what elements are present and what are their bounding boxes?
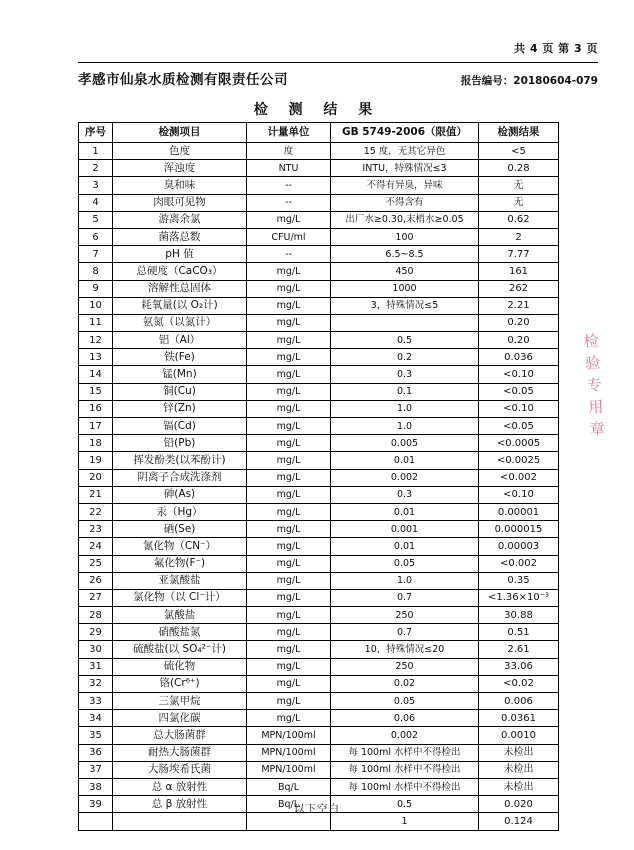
cell-test-item: 氰化物（CN⁻） xyxy=(113,538,247,555)
cell-unit: mg/L xyxy=(247,521,331,538)
cell-serial-number: 20 xyxy=(79,469,113,486)
table-row xyxy=(79,761,559,778)
cell-standard-limit: 0.7 xyxy=(331,589,479,606)
cell-unit: mg/L xyxy=(247,400,331,417)
cell-test-result: 0.62 xyxy=(479,211,559,228)
cell-test-item: 总大肠菌群 xyxy=(113,727,247,744)
cell-test-item: 肉眼可见物 xyxy=(113,194,247,211)
cell-test-item: 浑浊度 xyxy=(113,160,247,177)
cell-unit: mg/L xyxy=(247,435,331,452)
cell-test-result: <0.002 xyxy=(479,555,559,572)
results-table xyxy=(78,122,559,831)
table-row xyxy=(79,710,559,727)
cell-unit: mg/L xyxy=(247,641,331,658)
cell-test-result: 0.00003 xyxy=(479,538,559,555)
cell-test-result: 无 xyxy=(479,194,559,211)
cell-test-item: 铜(Cu) xyxy=(113,383,247,400)
official-seal-stamp: 检 验 专 用 章 xyxy=(583,331,608,439)
cell-test-item: 铝（Al） xyxy=(113,332,247,349)
cell-standard-limit: 每 100ml 水样中不得检出 xyxy=(331,744,479,761)
table-row xyxy=(79,280,559,297)
cell-standard-limit: 15 度，无其它异色 xyxy=(331,143,479,160)
cell-unit: mg/L xyxy=(247,555,331,572)
cell-test-result: 0.0010 xyxy=(479,727,559,744)
cell-standard-limit: 0.01 xyxy=(331,538,479,555)
cell-unit: -- xyxy=(247,246,331,263)
table-row xyxy=(79,297,559,314)
cell-serial-number: 5 xyxy=(79,211,113,228)
cell-unit: CFU/ml xyxy=(247,228,331,245)
cell-test-item: 氟化物(F⁻) xyxy=(113,555,247,572)
cell-serial-number: 2 xyxy=(79,160,113,177)
cell-test-result: 无 xyxy=(479,177,559,194)
cell-unit: mg/L xyxy=(247,452,331,469)
cell-unit: mg/L xyxy=(247,710,331,727)
cell-standard-limit: 0.002 xyxy=(331,469,479,486)
cell-standard-limit: 0.5 xyxy=(331,796,479,813)
cell-unit: mg/L xyxy=(247,675,331,692)
cell-unit: mg/L xyxy=(247,383,331,400)
table-row xyxy=(79,228,559,245)
cell-unit: mg/L xyxy=(247,572,331,589)
cell-test-item: 色度 xyxy=(113,143,247,160)
cell-standard-limit: 1.0 xyxy=(331,418,479,435)
cell-test-item: 挥发酚类(以苯酚计) xyxy=(113,452,247,469)
cell-unit: MPN/100ml xyxy=(247,727,331,744)
cell-test-result: <0.05 xyxy=(479,418,559,435)
cell-serial-number: 27 xyxy=(79,589,113,606)
cell-serial-number: 24 xyxy=(79,538,113,555)
cell-serial-number: 15 xyxy=(79,383,113,400)
cell-standard-limit: 0.05 xyxy=(331,555,479,572)
cell-serial-number: 9 xyxy=(79,280,113,297)
table-head xyxy=(79,123,559,143)
cell-test-item: 硒(Se) xyxy=(113,521,247,538)
cell-standard-limit: 0.3 xyxy=(331,486,479,503)
cell-standard-limit: 450 xyxy=(331,263,479,280)
cell-test-item: 铬(Cr⁶⁺) xyxy=(113,675,247,692)
cell-test-result: 0.28 xyxy=(479,160,559,177)
table-row xyxy=(79,332,559,349)
cell-standard-limit: 1000 xyxy=(331,280,479,297)
cell-test-result: 33.06 xyxy=(479,658,559,675)
cell-test-item: 铁(Fe) xyxy=(113,349,247,366)
cell-standard-limit: INTU，特殊情况≤3 xyxy=(331,160,479,177)
column-header-item: 检测项目 xyxy=(113,123,247,143)
table-row xyxy=(79,469,559,486)
cell-serial-number: 4 xyxy=(79,194,113,211)
cell-serial-number: 33 xyxy=(79,693,113,710)
cell-test-result: 0.0361 xyxy=(479,710,559,727)
column-header-unit: 计量单位 xyxy=(247,123,331,143)
cell-unit: mg/L xyxy=(247,624,331,641)
cell-standard-limit: 10，特殊情况≤20 xyxy=(331,641,479,658)
cell-test-result: 0.020 xyxy=(479,796,559,813)
cell-unit: mg/L xyxy=(247,607,331,624)
report-number: 报告编号：20180604-079 xyxy=(460,75,598,87)
cell-serial-number: 37 xyxy=(79,761,113,778)
cell-serial-number: 19 xyxy=(79,452,113,469)
cell-unit: mg/L xyxy=(247,297,331,314)
cell-unit: mg/L xyxy=(247,314,331,331)
table-row xyxy=(79,177,559,194)
page-title: 检 测 结 果 xyxy=(253,102,381,118)
cell-test-result: 0.000015 xyxy=(479,521,559,538)
table-header-row xyxy=(79,123,559,143)
column-header-no: 序号 xyxy=(79,123,113,143)
cell-test-item: 锰(Mn) xyxy=(113,366,247,383)
cell-serial-number: 38 xyxy=(79,778,113,795)
cell-serial-number: 31 xyxy=(79,658,113,675)
cell-standard-limit xyxy=(331,314,479,331)
cell-unit: mg/L xyxy=(247,693,331,710)
cell-standard-limit: 1.0 xyxy=(331,400,479,417)
company-name: 孝感市仙泉水质检测有限责任公司 xyxy=(78,72,288,88)
cell-test-result: 0.006 xyxy=(479,693,559,710)
cell-unit: -- xyxy=(247,194,331,211)
cell-serial-number: 32 xyxy=(79,675,113,692)
cell-test-result: 0.51 xyxy=(479,624,559,641)
cell-test-result: <0.0005 xyxy=(479,435,559,452)
cell-test-result: 2.21 xyxy=(479,297,559,314)
cell-test-result: 未检出 xyxy=(479,761,559,778)
cell-standard-limit: 出厂水≥0.30,末梢水≥0.05 xyxy=(331,211,479,228)
cell-serial-number: 18 xyxy=(79,435,113,452)
table-row xyxy=(79,641,559,658)
cell-test-result: <0.05 xyxy=(479,383,559,400)
cell-test-item: 镉(Cd) xyxy=(113,418,247,435)
table-row xyxy=(79,744,559,761)
cell-test-item: 臭和味 xyxy=(113,177,247,194)
cell-unit: mg/L xyxy=(247,486,331,503)
cell-test-item: 大肠埃希氏菌 xyxy=(113,761,247,778)
table-row xyxy=(79,778,559,795)
cell-standard-limit: 0.5 xyxy=(331,332,479,349)
table-row xyxy=(79,263,559,280)
table-row xyxy=(79,194,559,211)
cell-test-result: 0.20 xyxy=(479,314,559,331)
cell-test-result: <0.002 xyxy=(479,469,559,486)
cell-standard-limit: 0.002 xyxy=(331,727,479,744)
table-row xyxy=(79,246,559,263)
cell-test-result: <1.36×10⁻³ xyxy=(479,589,559,606)
cell-serial-number: 8 xyxy=(79,263,113,280)
cell-unit: 度 xyxy=(247,143,331,160)
cell-serial-number: 12 xyxy=(79,332,113,349)
cell-standard-limit: 不得有异臭，异味 xyxy=(331,177,479,194)
cell-test-result: <0.10 xyxy=(479,400,559,417)
cell-serial-number: 7 xyxy=(79,246,113,263)
table-row xyxy=(79,572,559,589)
cell-test-result: 0.35 xyxy=(479,572,559,589)
cell-test-item: 游离余氯 xyxy=(113,211,247,228)
cell-unit: mg/L xyxy=(247,469,331,486)
table-row xyxy=(79,400,559,417)
cell-serial-number: 25 xyxy=(79,555,113,572)
cell-test-item: 硝酸盐氮 xyxy=(113,624,247,641)
table-body xyxy=(79,143,559,831)
cell-unit: mg/L xyxy=(247,503,331,520)
cell-standard-limit: 100 xyxy=(331,228,479,245)
cell-serial-number: 10 xyxy=(79,297,113,314)
table-row xyxy=(79,486,559,503)
cell-unit: mg/L xyxy=(247,332,331,349)
cell-unit: mg/L xyxy=(247,263,331,280)
table-row xyxy=(79,418,559,435)
cell-unit: MPN/100ml xyxy=(247,744,331,761)
cell-unit: mg/L xyxy=(247,349,331,366)
cell-standard-limit: 0.3 xyxy=(331,366,479,383)
page-number: 共 4 页 第 3 页 xyxy=(514,42,598,55)
cell-test-result: 262 xyxy=(479,280,559,297)
table-row xyxy=(79,624,559,641)
cell-test-result: 未检出 xyxy=(479,744,559,761)
table-row xyxy=(79,383,559,400)
cell-unit: mg/L xyxy=(247,658,331,675)
cell-standard-limit: 不得含有 xyxy=(331,194,479,211)
cell-serial-number: 3 xyxy=(79,177,113,194)
cell-test-result: <0.10 xyxy=(479,366,559,383)
cell-test-item: 总硬度（CaCO₃） xyxy=(113,263,247,280)
cell-serial-number: 14 xyxy=(79,366,113,383)
cell-standard-limit: 0.05 xyxy=(331,693,479,710)
cell-test-item: 耗氧量(以 O₂计) xyxy=(113,297,247,314)
table-row xyxy=(79,435,559,452)
cell-serial-number: 6 xyxy=(79,228,113,245)
table-row xyxy=(79,675,559,692)
cell-standard-limit: 250 xyxy=(331,658,479,675)
cell-unit: Bq/L xyxy=(247,778,331,795)
cell-serial-number: 39 xyxy=(79,796,113,813)
cell-standard-limit: 1 xyxy=(331,813,479,830)
cell-test-result: 2 xyxy=(479,228,559,245)
cell-test-item: 铅(Pb) xyxy=(113,435,247,452)
cell-serial-number: 16 xyxy=(79,400,113,417)
cell-serial-number: 29 xyxy=(79,624,113,641)
cell-unit: mg/L xyxy=(247,366,331,383)
cell-serial-number: 22 xyxy=(79,503,113,520)
table-row xyxy=(79,143,559,160)
company-header xyxy=(78,68,598,88)
cell-test-item: 硫化物 xyxy=(113,658,247,675)
cell-test-result: 未检出 xyxy=(479,778,559,795)
cell-test-item: 硫酸盐(以 SO₄²⁻计) xyxy=(113,641,247,658)
cell-test-result: <0.0025 xyxy=(479,452,559,469)
cell-standard-limit: 1.0 xyxy=(331,572,479,589)
table-row xyxy=(79,693,559,710)
cell-serial-number: 36 xyxy=(79,744,113,761)
cell-test-item: 亚氯酸盐 xyxy=(113,572,247,589)
cell-standard-limit: 0.1 xyxy=(331,383,479,400)
cell-test-item: 总 β 放射性 xyxy=(113,796,247,813)
cell-standard-limit: 每 100ml 水样中不得检出 xyxy=(331,778,479,795)
cell-serial-number: 17 xyxy=(79,418,113,435)
cell-test-result: 0.00001 xyxy=(479,503,559,520)
cell-serial-number: 11 xyxy=(79,314,113,331)
cell-unit: -- xyxy=(247,177,331,194)
cell-test-result: 161 xyxy=(479,263,559,280)
table-row xyxy=(79,366,559,383)
cell-serial-number: 13 xyxy=(79,349,113,366)
cell-serial-number: 28 xyxy=(79,607,113,624)
table-row xyxy=(79,314,559,331)
cell-test-item: 氯化物（以 Cl⁻计） xyxy=(113,589,247,606)
cell-test-result: 0.036 xyxy=(479,349,559,366)
cell-serial-number: 30 xyxy=(79,641,113,658)
cell-unit: mg/L xyxy=(247,280,331,297)
cell-unit: NTU xyxy=(247,160,331,177)
cell-test-item: 砷(As) xyxy=(113,486,247,503)
table-row xyxy=(79,607,559,624)
cell-test-item: 溶解性总固体 xyxy=(113,280,247,297)
cell-standard-limit: 6.5~8.5 xyxy=(331,246,479,263)
cell-test-item: 四氯化碳 xyxy=(113,710,247,727)
table-row xyxy=(79,658,559,675)
cell-unit: mg/L xyxy=(247,418,331,435)
table-row xyxy=(79,589,559,606)
cell-test-item: 菌落总数 xyxy=(113,228,247,245)
cell-test-item: 耐热大肠菌群 xyxy=(113,744,247,761)
cell-test-item: 阴离子合成洗涤剂 xyxy=(113,469,247,486)
cell-test-item: 三氯甲烷 xyxy=(113,693,247,710)
cell-unit: MPN/100ml xyxy=(247,761,331,778)
cell-unit: mg/L xyxy=(247,589,331,606)
cell-unit: mg/L xyxy=(247,538,331,555)
table-row xyxy=(79,521,559,538)
cell-standard-limit: 0.01 xyxy=(331,503,479,520)
column-header-result: 检测结果 xyxy=(479,123,559,143)
cell-test-result: 2.61 xyxy=(479,641,559,658)
cell-test-item: 锌(Zn) xyxy=(113,400,247,417)
cell-test-result: <0.02 xyxy=(479,675,559,692)
cell-serial-number: 26 xyxy=(79,572,113,589)
cell-test-result: 7.77 xyxy=(479,246,559,263)
cell-test-result: 0.124 xyxy=(479,813,559,830)
column-header-std: GB 5749-2006（限值） xyxy=(331,123,479,143)
cell-standard-limit: 250 xyxy=(331,607,479,624)
cell-standard-limit: 0.02 xyxy=(331,675,479,692)
table-row xyxy=(79,538,559,555)
table-row xyxy=(79,503,559,520)
cell-standard-limit: 每 100ml 水样中不得检出 xyxy=(331,761,479,778)
table-row xyxy=(79,727,559,744)
cell-test-item: 汞（Hg） xyxy=(113,503,247,520)
cell-test-result: 0.20 xyxy=(479,332,559,349)
cell-standard-limit: 0.005 xyxy=(331,435,479,452)
cell-test-result: <0.10 xyxy=(479,486,559,503)
cell-unit: Bq/L xyxy=(247,796,331,813)
cell-serial-number: 35 xyxy=(79,727,113,744)
table-row xyxy=(79,211,559,228)
cell-unit: mg/L xyxy=(247,211,331,228)
cell-test-item: pH 值 xyxy=(113,246,247,263)
table-row xyxy=(79,160,559,177)
cell-test-item: 总 α 放射性 xyxy=(113,778,247,795)
table-row xyxy=(79,349,559,366)
cell-test-item: 氯酸盐 xyxy=(113,607,247,624)
cell-test-result: <5 xyxy=(479,143,559,160)
cell-test-result: 30.88 xyxy=(479,607,559,624)
cell-standard-limit: 0.06 xyxy=(331,710,479,727)
cell-test-item: 氨氮（以氮计） xyxy=(113,314,247,331)
cell-serial-number: 1 xyxy=(79,143,113,160)
cell-standard-limit: 0.001 xyxy=(331,521,479,538)
header-divider xyxy=(78,62,598,63)
cell-standard-limit: 3，特殊情况≤5 xyxy=(331,297,479,314)
cell-serial-number: 21 xyxy=(79,486,113,503)
footer-note: 以下空白 xyxy=(294,803,340,815)
cell-serial-number: 23 xyxy=(79,521,113,538)
cell-standard-limit: 0.01 xyxy=(331,452,479,469)
cell-standard-limit: 0.2 xyxy=(331,349,479,366)
table-row xyxy=(79,555,559,572)
cell-serial-number: 34 xyxy=(79,710,113,727)
table-row xyxy=(79,452,559,469)
cell-standard-limit: 0.7 xyxy=(331,624,479,641)
